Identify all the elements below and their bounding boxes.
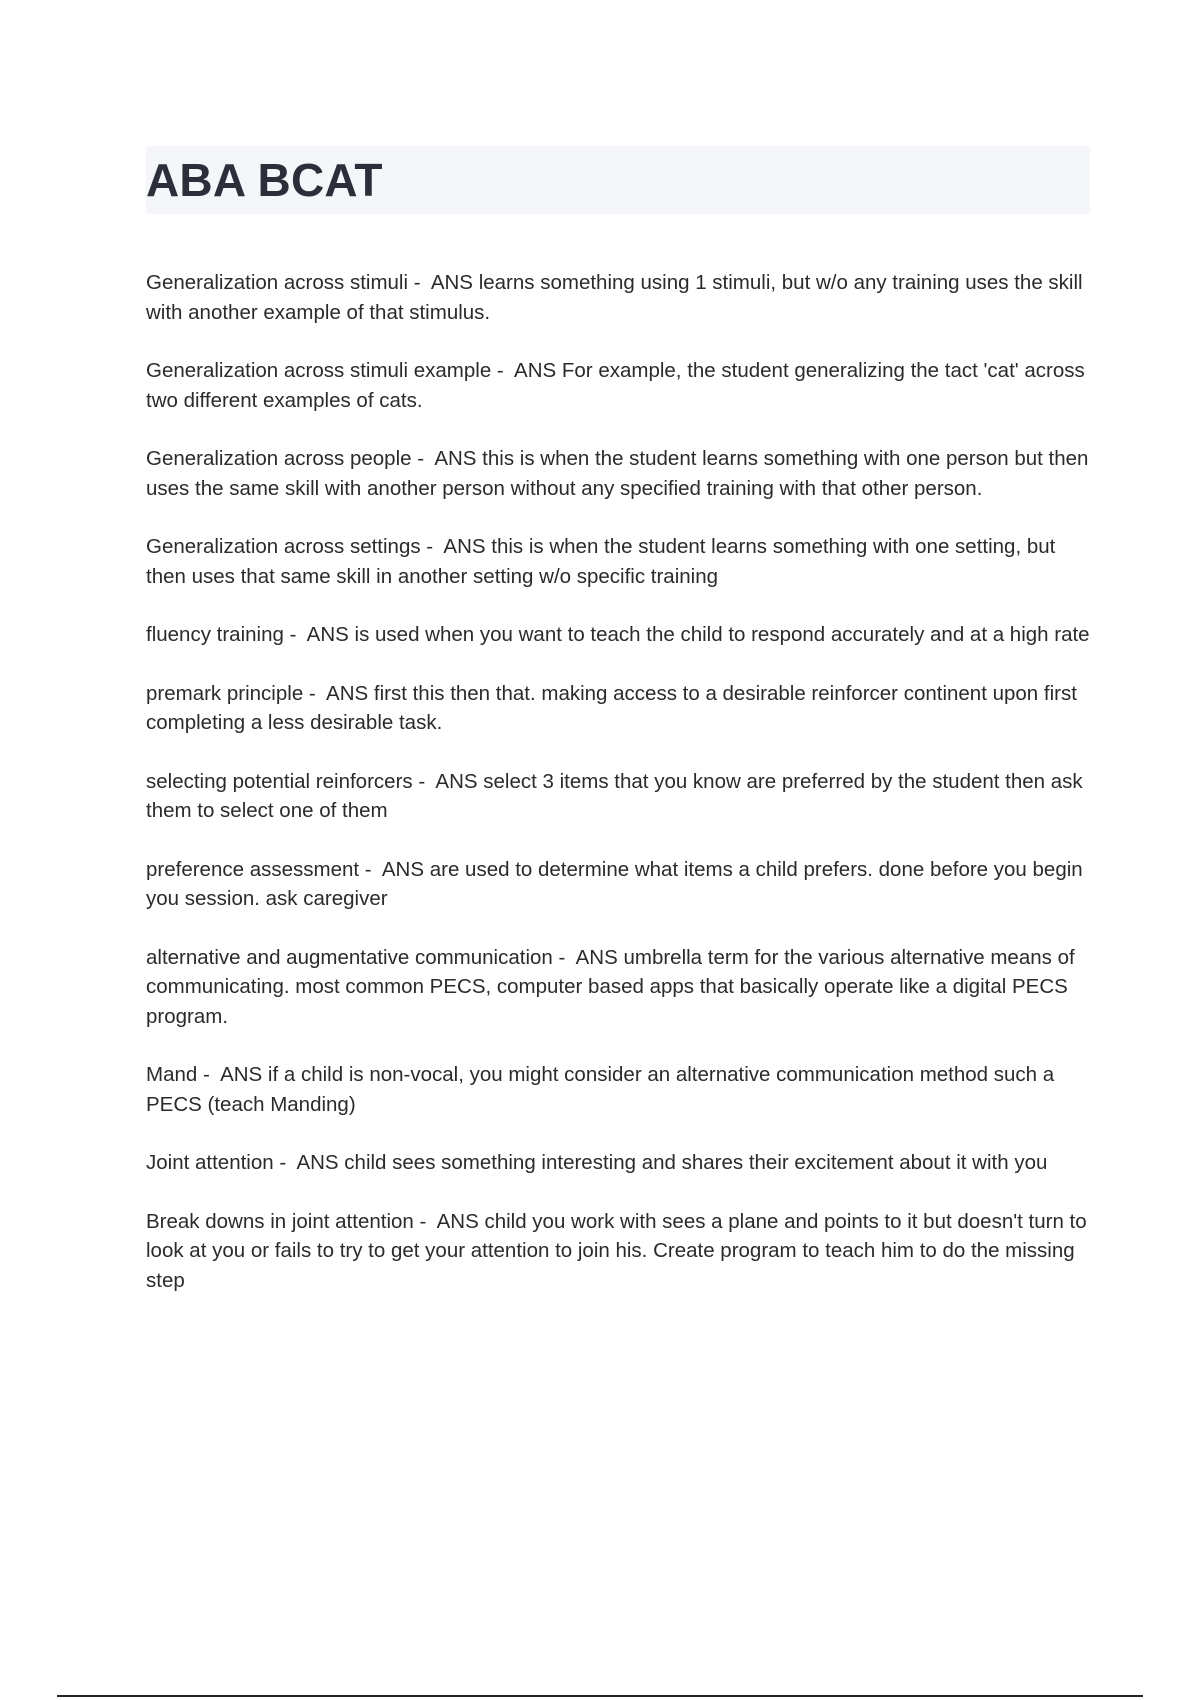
- answer-marker: - ANS: [413, 1209, 485, 1233]
- list-item: [146, 1060, 1090, 1119]
- list-item: [146, 444, 1095, 503]
- entry-definition: this is when the student learns something with one person but then uses the same skill with another person without any specified training with that other person.: [146, 447, 1095, 500]
- entry-term: alternative and augmentative communication: [146, 945, 553, 969]
- answer-marker: - ANS: [359, 857, 430, 881]
- entry-definition: learns something using 1 stimuli, but w/o any training uses the skill with another example of that stimulus.: [146, 271, 1089, 324]
- entry-definition: select 3 items that you know are preferred by the student then ask them to select one of them: [146, 769, 1089, 822]
- list-item: [146, 943, 1090, 1032]
- answer-marker: - ANS: [412, 769, 484, 793]
- list-item: [146, 1207, 1093, 1296]
- entry-list: [146, 268, 1095, 1324]
- entry-definition: child sees something interesting and shares their excitement about it with you: [344, 1151, 1048, 1174]
- answer-marker: - ANS: [273, 1151, 345, 1174]
- list-item: [146, 620, 1090, 650]
- entry-term: Joint attention: [146, 1151, 274, 1174]
- list-item: [146, 855, 1090, 914]
- list-item: [146, 767, 1090, 826]
- list-item: [146, 356, 1090, 415]
- footer-divider: [57, 1695, 1143, 1697]
- entry-term: preference assessment: [146, 857, 360, 881]
- entry-term: premark principle: [146, 681, 304, 705]
- entry-term: Generalization across people: [146, 447, 412, 470]
- answer-marker: - ANS: [303, 681, 374, 705]
- entry-term: fluency training: [146, 623, 284, 646]
- answer-marker: - ANS: [197, 1063, 268, 1086]
- entry-definition: if a child is non-vocal, you might consider an alternative communication method such a PECS (teach Manding): [146, 1063, 1060, 1116]
- entry-term: Generalization across stimuli: [146, 271, 409, 294]
- list-item: [146, 532, 1090, 591]
- answer-marker: - ANS: [408, 271, 479, 294]
- answer-marker: - ANS: [411, 447, 483, 470]
- entry-term: Generalization across settings: [146, 535, 421, 558]
- entry-definition: are used to determine what items a child prefers. done before you begin you session. ask caregiver: [146, 857, 1089, 910]
- entry-definition: For example, the student generalizing the tact 'cat' across two different examples of cats.: [146, 359, 1091, 412]
- entry-term: Break downs in joint attention: [146, 1209, 414, 1233]
- entry-definition: umbrella term for the various alternative means of communicating. most common PECS, computer based apps that basically operate like a digital PECS program.: [146, 945, 1081, 1028]
- answer-marker: - ANS: [420, 535, 492, 558]
- entry-definition: child you work with sees a plane and points to it but doesn't turn to look at you or fails to try to get your attention to join his. Create program to teach him to do the missing step: [146, 1209, 1093, 1292]
- list-item: [146, 1148, 1090, 1178]
- title-band: [146, 146, 1090, 214]
- entry-definition: this is when the student learns something with one setting, but then uses that same skill in another setting w/o specific training: [146, 535, 1062, 588]
- list-item: [146, 679, 1090, 738]
- entry-term: selecting potential reinforcers: [146, 769, 413, 793]
- document-title: ABA BCAT: [146, 154, 383, 206]
- list-item: [146, 268, 1090, 327]
- answer-marker: - ANS: [491, 359, 562, 382]
- entry-term: Mand: [146, 1063, 198, 1086]
- answer-marker: - ANS: [552, 945, 624, 969]
- entry-definition: is used when you want to teach the child to respond accurately and at a high rate: [354, 623, 1090, 646]
- entry-definition: first this then that. making access to a desirable reinforcer continent upon first completing a less desirable task.: [146, 681, 1083, 734]
- entry-term: Generalization across stimuli example: [146, 359, 492, 382]
- answer-marker: - ANS: [283, 623, 355, 646]
